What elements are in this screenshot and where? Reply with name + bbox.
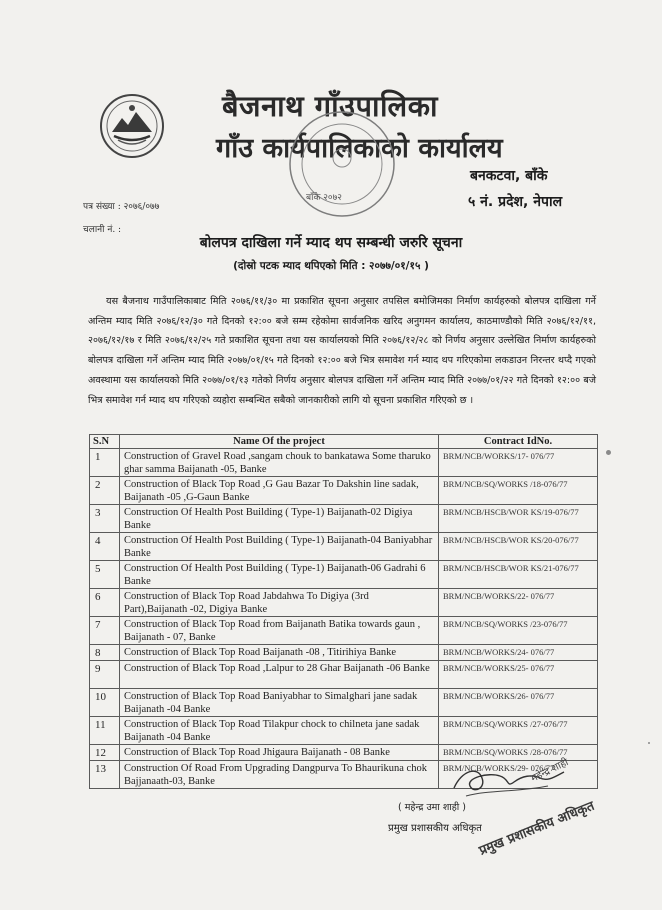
row-contract-id: BRM/NCB/WORKS/22- 076/77 (439, 589, 598, 617)
row-sn: 8 (90, 645, 120, 661)
office-location-line2: ५ नं. प्रदेश, नेपाल (468, 194, 563, 210)
table-row (90, 689, 598, 717)
column-header-sn: S.N (90, 435, 120, 449)
row-project-name: Construction Of Road From Upgrading Dangpurva To Bhaurikuna chok Bajjanaath-03, Banke (120, 761, 439, 789)
row-sn: 4 (90, 533, 120, 561)
nepal-emblem-icon (98, 92, 166, 160)
row-sn: 9 (90, 661, 120, 689)
table-row (90, 661, 598, 689)
reference-number: पत्र संख्या : २०७६/०७७ (83, 202, 160, 212)
row-contract-id: BRM/NCB/SQ/WORKS /27-076/77 (439, 717, 598, 745)
row-project-name: Construction of Gravel Road ,sangam chouk to bankatawa Some tharuko ghar samma Baijanath -05, Banke (120, 449, 439, 477)
row-sn: 3 (90, 505, 120, 533)
table-row (90, 561, 598, 589)
row-sn: 11 (90, 717, 120, 745)
table-row (90, 477, 598, 505)
table-row (90, 645, 598, 661)
row-project-name: Construction Of Health Post Building ( Type-1) Baijanath-04 Baniyabhar Banke (120, 533, 439, 561)
table-row (90, 589, 598, 617)
row-contract-id: BRM/NCB/WORKS/24- 076/77 (439, 645, 598, 661)
row-contract-id: BRM/NCB/HSCB/WOR KS/19-076/77 (439, 505, 598, 533)
stamp-name: महेन्द्र शाही (529, 757, 571, 785)
row-project-name: Construction of Black Top Road Jhigaura Baijanath - 08 Banke (120, 745, 439, 761)
row-project-name: Construction of Black Top Road ,G Gau Bazar To Dakshin line sadak, Baijanath -05 ,G-Gaun Banke (120, 477, 439, 505)
row-sn: 5 (90, 561, 120, 589)
row-project-name: Construction of Black Top Road from Baijanath Batika towards gaun , Baijanath - 07, Banke (120, 617, 439, 645)
row-sn: 10 (90, 689, 120, 717)
row-project-name: Construction of Black Top Road ,Lalpur to 28 Ghar Baijanath -06 Banke (120, 661, 439, 689)
row-sn: 1 (90, 449, 120, 477)
table-row (90, 533, 598, 561)
row-project-name: Construction of Black Top Road Tilakpur chock to chilneta jane sadak Baijanath -04 Banke (120, 717, 439, 745)
signatory-title: प्रमुख प्रशासकीय अधिकृत (388, 823, 482, 834)
row-sn: 6 (90, 589, 120, 617)
notice-subtitle: (दोस्रो पटक म्याद थपिएको मिति : २०७७/०१/१५ ) (233, 260, 429, 272)
notice-body: यस बैजनाथ गाउँपालिकाबाट मिति २०७६/११/३० मा प्रकाशित सूचना अनुसार तपसिल बमोजिमका निर्माण कार्यहरुको बोलपत्र दाखिला गर्ने अन्तिम म्याद मिति २०७६/१२/३० गते दिनको १२:०० बजे सम्म रहेकोमा सार्वजनिक खरिद अनुगमन कार्यालय, काठमाण्डौको मिति २०७६/१२/११, २०७६/१२/१७ र मिति २०७६/१२/२५ गते प्रकाशित सूचना तथा यस कार्यालयको मिति २०७६/१२/२८ को निर्णय अनुसार उल्लेखित निर्माण कार्यहरुको बोलपत्र दाखिला गर्ने अन्तिम म्याद मिति २०७७/०१/१५ गते दिनको १२:०० बजे भित्र समावेश गर्न म्याद थप गरिएकोमा लकडाउन निरन्तर थप्दै गएको अवस्थामा यस कार्यालयको मिति २०७७/०१/१३ गतेको निर्णय अनुसार बोलपत्र दाखिला गर्ने अन्तिम म्याद मिति २०७७/०१/२२ गते दिनको १२:०० बजे भित्र समावेश गर्न म्याद थप गरिएको व्यहोरा सम्बन्धित सबैको जानकारीको लागि यो सूचना प्रकाशित गरिएको छ । (88, 296, 596, 406)
dispatch-number: चलानी नं. : (83, 225, 122, 235)
column-header-project: Name Of the project (120, 435, 439, 449)
row-sn: 12 (90, 745, 120, 761)
notice-title: बोलपत्र दाखिला गर्ने म्याद थप सम्बन्धी जरुरि सूचना (199, 235, 463, 251)
office-name: गाँउ कार्यपालिकाको कार्यालय (216, 133, 503, 164)
table-row (90, 617, 598, 645)
row-contract-id: BRM/NCB/WORKS/29- 076/77 (439, 761, 598, 789)
row-sn: 7 (90, 617, 120, 645)
project-table (89, 434, 598, 789)
row-sn: 2 (90, 477, 120, 505)
row-project-name: Construction of Black Top Road Jabdahwa To Digiya (3rd Part),Baijanath -02, Digiya Banke (120, 589, 439, 617)
row-contract-id: BRM/NCB/HSCB/WOR KS/20-076/77 (439, 533, 598, 561)
office-seal-icon (286, 108, 398, 220)
column-header-contract-id: Contract IdNo. (439, 435, 598, 449)
row-contract-id: BRM/NCB/SQ/WORKS /18-076/77 (439, 477, 598, 505)
row-project-name: Construction of Black Top Road Baijanath -08 , Titirihiya Banke (120, 645, 439, 661)
row-project-name: Construction Of Health Post Building ( Type-1) Baijanath-02 Digiya Banke (120, 505, 439, 533)
scan-speck (648, 742, 650, 744)
table-row (90, 505, 598, 533)
stamp-title: प्रमुख प्रशासकीय अधिकृत (477, 798, 597, 859)
row-sn: 13 (90, 761, 120, 789)
table-header-row (90, 435, 598, 449)
table-row (90, 717, 598, 745)
row-contract-id: BRM/NCB/SQ/WORKS /23-076/77 (439, 617, 598, 645)
org-name: बैजनाथ गाँउपालिका (222, 89, 438, 123)
row-contract-id: BRM/NCB/WORKS/26- 076/77 (439, 689, 598, 717)
row-contract-id: BRM/NCB/WORKS/25- 076/77 (439, 661, 598, 689)
row-contract-id: BRM/NCB/HSCB/WOR KS/21-076/77 (439, 561, 598, 589)
row-project-name: Construction Of Health Post Building ( Type-1) Baijanath-06 Gadrahi 6 Banke (120, 561, 439, 589)
seal-text: बाँके २०७२ (306, 193, 342, 203)
row-contract-id: BRM/NCB/SQ/WORKS /28-076/77 (439, 745, 598, 761)
row-project-name: Construction of Black Top Road Baniyabhar to Simalghari jane sadak Baijanath -04 Banke (120, 689, 439, 717)
signatory-name: ( महेन्द्र उमा शाही ) (398, 802, 466, 813)
row-contract-id: BRM/NCB/WORKS/17- 076/77 (439, 449, 598, 477)
office-location-line1: बनकटवा, बाँके (470, 168, 548, 184)
scan-speck (606, 450, 611, 455)
table-row (90, 449, 598, 477)
